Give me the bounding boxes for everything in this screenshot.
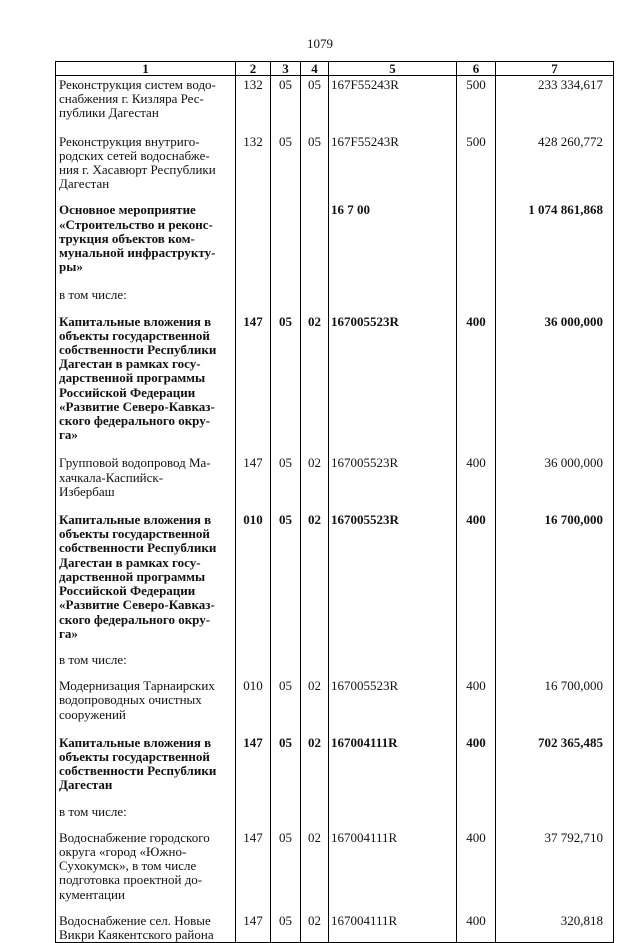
row-description bbox=[56, 442, 236, 499]
description-line: объекты государственной bbox=[59, 748, 210, 764]
col-amount: 233 334,617 bbox=[496, 76, 614, 121]
col-section-code: 05 bbox=[271, 902, 301, 943]
table-row bbox=[56, 819, 614, 902]
table-row bbox=[56, 76, 614, 121]
col-target-item bbox=[329, 793, 457, 819]
row-description bbox=[56, 902, 236, 943]
row-description bbox=[56, 76, 236, 121]
description-line: Дагестан bbox=[59, 176, 110, 192]
col-subsection-code bbox=[301, 274, 329, 302]
table-row bbox=[56, 641, 614, 667]
col-expense-type: 500 bbox=[457, 76, 496, 121]
col-subsection-code: 02 bbox=[301, 902, 329, 943]
col-ministry-code: 147 bbox=[236, 442, 271, 499]
row-description bbox=[56, 793, 236, 819]
description-line: в том числе: bbox=[59, 651, 127, 667]
description-line: дарственной программы bbox=[59, 568, 206, 584]
col-ministry-code bbox=[236, 793, 271, 819]
description-line: «Строительство и реконс- bbox=[59, 216, 213, 232]
row-description bbox=[56, 121, 236, 192]
description-line: Основное мероприятие bbox=[59, 202, 196, 218]
table-row bbox=[56, 499, 614, 641]
col-subsection-code: 02 bbox=[301, 722, 329, 793]
description-line: «Развитие Северо-Кавказ- bbox=[59, 597, 215, 613]
col-target-item: 167F55243R bbox=[329, 121, 457, 192]
row-description bbox=[56, 819, 236, 902]
row-description bbox=[56, 499, 236, 641]
col-subsection-code: 05 bbox=[301, 121, 329, 192]
col-amount bbox=[496, 641, 614, 667]
col-ministry-code: 132 bbox=[236, 121, 271, 192]
col-amount bbox=[496, 274, 614, 302]
col-amount bbox=[496, 793, 614, 819]
description-line: Дагестан в рамках госу- bbox=[59, 356, 201, 372]
description-line: трукция объектов ком- bbox=[59, 230, 195, 246]
col-subsection-code: 02 bbox=[301, 667, 329, 722]
table-row bbox=[56, 191, 614, 274]
col-ministry-code: 010 bbox=[236, 667, 271, 722]
table-body bbox=[56, 76, 614, 943]
col-expense-type bbox=[457, 191, 496, 274]
col-ministry-code: 147 bbox=[236, 303, 271, 443]
description-line: ры» bbox=[59, 259, 83, 275]
description-line: мунальной инфраструкту- bbox=[59, 245, 216, 261]
col-subsection-code bbox=[301, 793, 329, 819]
row-description bbox=[56, 641, 236, 667]
col-target-item: 167004111R bbox=[329, 819, 457, 902]
col-amount: 36 000,000 bbox=[496, 442, 614, 499]
description-line: собственности Республики bbox=[59, 540, 217, 556]
description-line: водопроводных очистных bbox=[59, 692, 202, 708]
description-line: объекты государственной bbox=[59, 327, 210, 343]
col-section-code bbox=[271, 641, 301, 667]
col-expense-type: 400 bbox=[457, 667, 496, 722]
col-subsection-code: 02 bbox=[301, 303, 329, 443]
col-section-code: 05 bbox=[271, 667, 301, 722]
col-expense-type bbox=[457, 641, 496, 667]
col-expense-type: 400 bbox=[457, 902, 496, 943]
description-line: Групповой водопровод Ма- bbox=[59, 455, 211, 471]
description-line: «Развитие Северо-Кавказ- bbox=[59, 398, 215, 414]
description-line: ния г. Хасавюрт Республики bbox=[59, 162, 216, 178]
description-line: сооружений bbox=[59, 706, 126, 722]
description-line: Дагестан в рамках госу- bbox=[59, 554, 201, 570]
column-header: 2 bbox=[236, 62, 271, 76]
col-ministry-code: 132 bbox=[236, 76, 271, 121]
col-expense-type bbox=[457, 274, 496, 302]
col-target-item: 167005523R bbox=[329, 667, 457, 722]
column-header: 5 bbox=[329, 62, 457, 76]
description-line: собственности Республики bbox=[59, 342, 217, 358]
row-description bbox=[56, 722, 236, 793]
col-subsection-code: 02 bbox=[301, 442, 329, 499]
col-expense-type: 500 bbox=[457, 121, 496, 192]
description-line: снабжения г. Кизляра Рес- bbox=[59, 91, 204, 107]
col-section-code bbox=[271, 274, 301, 302]
col-ministry-code bbox=[236, 274, 271, 302]
table-row bbox=[56, 793, 614, 819]
description-line: га» bbox=[59, 427, 78, 443]
table-row bbox=[56, 442, 614, 499]
col-expense-type: 400 bbox=[457, 303, 496, 443]
col-section-code: 05 bbox=[271, 499, 301, 641]
col-subsection-code bbox=[301, 641, 329, 667]
description-line: подготовка проектной до- bbox=[59, 872, 203, 888]
description-line: в том числе: bbox=[59, 803, 127, 819]
description-line: публики Дагестан bbox=[59, 105, 159, 121]
description-line: Модернизация Тарнаирских bbox=[59, 678, 215, 694]
table-row bbox=[56, 722, 614, 793]
col-section-code bbox=[271, 793, 301, 819]
col-expense-type: 400 bbox=[457, 819, 496, 902]
description-line: в том числе: bbox=[59, 287, 127, 303]
col-section-code bbox=[271, 191, 301, 274]
col-amount: 16 700,000 bbox=[496, 499, 614, 641]
table-row bbox=[56, 902, 614, 943]
description-line: Капитальные вложения в bbox=[59, 512, 212, 528]
table-header-row bbox=[56, 62, 614, 76]
description-line: Реконструкция систем водо- bbox=[59, 77, 216, 92]
col-ministry-code bbox=[236, 191, 271, 274]
col-subsection-code: 02 bbox=[301, 819, 329, 902]
col-ministry-code: 147 bbox=[236, 722, 271, 793]
column-header: 4 bbox=[301, 62, 329, 76]
col-section-code: 05 bbox=[271, 121, 301, 192]
col-amount: 36 000,000 bbox=[496, 303, 614, 443]
description-line: Капитальные вложения в bbox=[59, 313, 212, 329]
col-subsection-code: 05 bbox=[301, 76, 329, 121]
description-line: Российской Федерации bbox=[59, 384, 196, 400]
col-amount: 16 700,000 bbox=[496, 667, 614, 722]
column-header: 6 bbox=[457, 62, 496, 76]
col-expense-type: 400 bbox=[457, 442, 496, 499]
description-line: Реконструкция внутриго- bbox=[59, 133, 200, 149]
col-section-code: 05 bbox=[271, 76, 301, 121]
description-line: хачкала-Каспийск- bbox=[59, 469, 164, 485]
description-line: ского федерального окру- bbox=[59, 413, 211, 429]
col-target-item bbox=[329, 641, 457, 667]
col-target-item: 167F55243R bbox=[329, 76, 457, 121]
col-target-item: 167005523R bbox=[329, 303, 457, 443]
col-ministry-code: 147 bbox=[236, 819, 271, 902]
col-section-code: 05 bbox=[271, 819, 301, 902]
column-header: 1 bbox=[56, 62, 236, 76]
page-number: 1079 bbox=[307, 36, 333, 51]
col-section-code: 05 bbox=[271, 442, 301, 499]
col-target-item: 167004111R bbox=[329, 722, 457, 793]
description-line: Викри Каякентского района bbox=[59, 926, 214, 942]
col-amount: 428 260,772 bbox=[496, 121, 614, 192]
col-target-item: 167004111R bbox=[329, 902, 457, 943]
table-row bbox=[56, 667, 614, 722]
col-subsection-code: 02 bbox=[301, 499, 329, 641]
col-amount: 702 365,485 bbox=[496, 722, 614, 793]
description-line: родских сетей водоснабже- bbox=[59, 147, 210, 163]
description-line: Избербаш bbox=[59, 483, 115, 499]
column-header: 3 bbox=[271, 62, 301, 76]
col-section-code: 05 bbox=[271, 303, 301, 443]
description-line: собственности Республики bbox=[59, 763, 217, 779]
description-line: Водоснабжение сел. Новые bbox=[59, 912, 211, 928]
description-line: ского федерального окру- bbox=[59, 611, 211, 627]
col-expense-type bbox=[457, 793, 496, 819]
table-row bbox=[56, 274, 614, 302]
budget-table bbox=[55, 61, 614, 943]
description-line: дарственной программы bbox=[59, 370, 206, 386]
col-amount: 1 074 861,868 bbox=[496, 191, 614, 274]
table-row bbox=[56, 121, 614, 192]
row-description bbox=[56, 667, 236, 722]
description-line: Водоснабжение городского bbox=[59, 829, 210, 845]
col-amount: 320,818 bbox=[496, 902, 614, 943]
col-ministry-code bbox=[236, 641, 271, 667]
col-ministry-code: 147 bbox=[236, 902, 271, 943]
description-line: Капитальные вложения в bbox=[59, 734, 212, 750]
col-subsection-code bbox=[301, 191, 329, 274]
row-description bbox=[56, 303, 236, 443]
col-expense-type: 400 bbox=[457, 722, 496, 793]
row-description bbox=[56, 274, 236, 302]
description-line: объекты государственной bbox=[59, 526, 210, 542]
col-expense-type: 400 bbox=[457, 499, 496, 641]
table-row bbox=[56, 303, 614, 443]
col-ministry-code: 010 bbox=[236, 499, 271, 641]
col-target-item: 16 7 00 bbox=[329, 191, 457, 274]
description-line: Сухокумск», в том числе bbox=[59, 858, 197, 874]
col-amount: 37 792,710 bbox=[496, 819, 614, 902]
col-target-item bbox=[329, 274, 457, 302]
description-line: Российской Федерации bbox=[59, 583, 196, 599]
col-section-code: 05 bbox=[271, 722, 301, 793]
col-target-item: 167005523R bbox=[329, 442, 457, 499]
description-line: кументации bbox=[59, 886, 125, 902]
description-line: га» bbox=[59, 625, 78, 641]
col-target-item: 167005523R bbox=[329, 499, 457, 641]
description-line: округа «город «Южно- bbox=[59, 843, 187, 859]
row-description bbox=[56, 191, 236, 274]
column-header: 7 bbox=[496, 62, 614, 76]
description-line: Дагестан bbox=[59, 777, 113, 793]
